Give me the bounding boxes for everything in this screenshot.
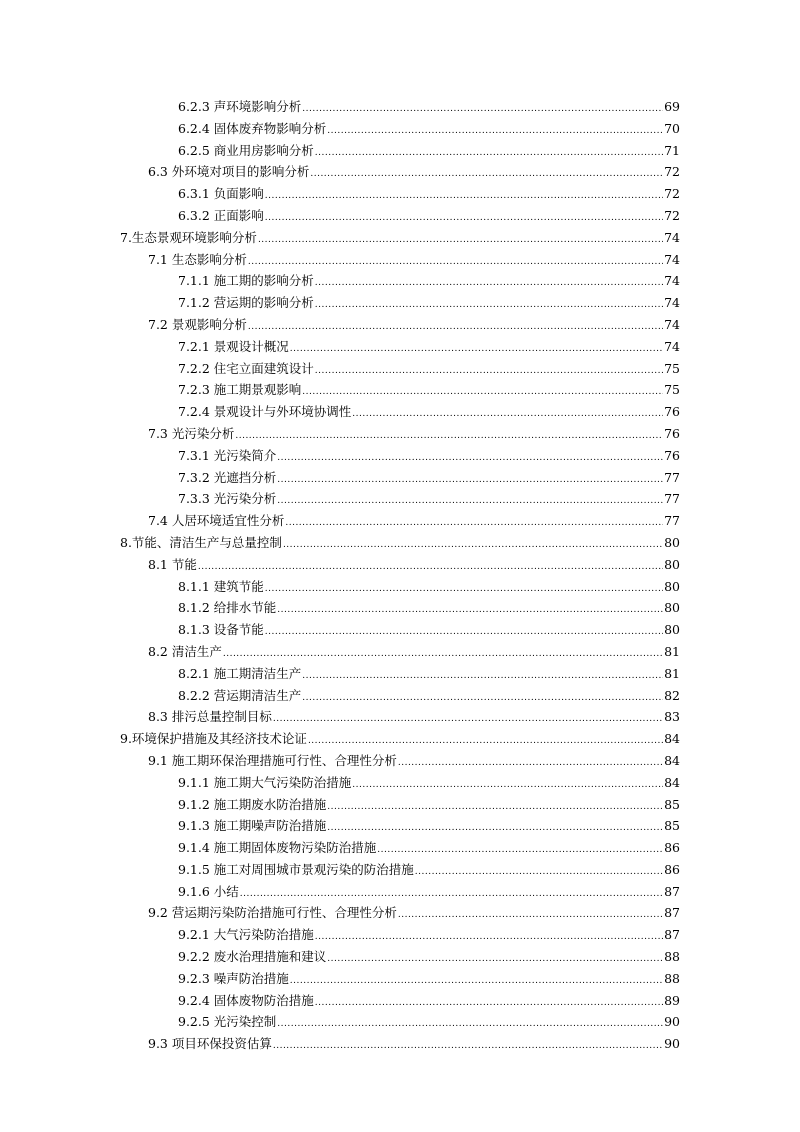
toc-entry-title: 7.2.1 景观设计概况	[178, 338, 289, 354]
toc-entry-page-number: 89	[664, 992, 680, 1008]
toc-dot-leader	[315, 295, 663, 317]
toc-entry[interactable]	[0, 510, 800, 532]
toc-entry-page-number: 69	[664, 99, 680, 114]
toc-entry[interactable]	[0, 597, 800, 619]
toc-entry[interactable]	[0, 314, 800, 336]
toc-dot-leader	[265, 208, 663, 230]
toc-entry[interactable]	[0, 96, 800, 118]
toc-entry-page-number: 81	[664, 643, 680, 659]
toc-dot-leader	[302, 382, 663, 404]
toc-dot-leader	[327, 818, 663, 840]
toc-entry-title: 9.1.1 施工期大气污染防治措施	[178, 774, 352, 790]
toc-dot-leader	[352, 404, 663, 426]
toc-entry[interactable]	[0, 401, 800, 423]
toc-entry[interactable]	[0, 140, 800, 162]
toc-entry-page-number: 75	[664, 360, 680, 376]
toc-entry-title: 9.3 项目环保投资估算	[148, 1036, 272, 1052]
toc-entry[interactable]	[0, 205, 800, 227]
toc-entry-page-number: 77	[664, 491, 680, 507]
toc-entry-page-number: 71	[664, 142, 680, 158]
toc-dot-leader	[290, 971, 663, 993]
toc-entry-title: 8.1.3 设备节能	[178, 622, 264, 638]
toc-entry[interactable]	[0, 1033, 800, 1055]
toc-entry[interactable]	[0, 161, 800, 183]
toc-dot-leader	[327, 949, 663, 971]
toc-entry[interactable]	[0, 990, 800, 1012]
toc-entry[interactable]	[0, 619, 800, 641]
toc-entry-title: 7.1.2 营运期的影响分析	[178, 295, 314, 311]
toc-dot-leader	[315, 361, 663, 383]
toc-dot-leader	[277, 470, 663, 492]
toc-entry-page-number: 80	[664, 534, 680, 550]
toc-entry-title: 9.环境保护措施及其经济技术论证	[120, 731, 307, 747]
toc-dot-leader	[327, 121, 663, 143]
toc-entry-page-number: 80	[664, 600, 680, 616]
toc-entry-page-number: 72	[664, 164, 680, 180]
toc-entry-title: 8.2.1 施工期清洁生产	[178, 665, 302, 681]
toc-entry-page-number: 82	[664, 687, 680, 703]
toc-entry-page-number: 87	[664, 927, 680, 943]
toc-entry-title: 8.2 清洁生产	[148, 643, 222, 659]
toc-entry-title: 6.3.2 正面影响	[178, 207, 264, 223]
toc-dot-leader	[315, 273, 663, 295]
toc-entry-title: 8.1.2 给排水节能	[178, 600, 277, 616]
toc-entry-title: 7.3.2 光遮挡分析	[178, 469, 277, 485]
toc-entry[interactable]	[0, 968, 800, 990]
toc-entry-page-number: 74	[664, 273, 680, 289]
toc-entry[interactable]	[0, 859, 800, 881]
toc-entry-page-number: 72	[664, 186, 680, 202]
toc-entry-page-number: 76	[664, 447, 680, 463]
toc-entry[interactable]	[0, 118, 800, 140]
toc-entry-title: 8.节能、清洁生产与总量控制	[120, 534, 282, 550]
toc-entry[interactable]	[0, 685, 800, 707]
toc-entry[interactable]	[0, 336, 800, 358]
toc-entry-page-number: 77	[664, 513, 680, 529]
toc-dot-leader	[265, 186, 663, 208]
toc-entry-title: 7.2 景观影响分析	[148, 316, 247, 332]
toc-entry-title: 7.2.3 施工期景观影响	[178, 382, 302, 398]
toc-entry[interactable]	[0, 794, 800, 816]
toc-entry[interactable]	[0, 772, 800, 794]
toc-entry-title: 9.2.2 废水治理措施和建议	[178, 949, 327, 965]
toc-entry-page-number: 74	[664, 251, 680, 267]
toc-dot-leader	[277, 448, 663, 470]
toc-entry-title: 6.3.1 负面影响	[178, 186, 264, 202]
toc-dot-leader	[327, 797, 663, 819]
toc-entry-page-number: 80	[664, 622, 680, 638]
toc-entry[interactable]	[0, 554, 800, 576]
toc-entry[interactable]	[0, 292, 800, 314]
toc-dot-leader	[198, 557, 663, 579]
toc-dot-leader	[377, 840, 663, 862]
toc-entry[interactable]	[0, 1011, 800, 1033]
toc-entry-title: 9.2.3 噪声防治措施	[178, 970, 289, 986]
toc-entry-page-number: 70	[664, 120, 680, 136]
toc-dot-leader	[277, 491, 663, 513]
toc-dot-leader	[302, 99, 663, 121]
toc-entry[interactable]	[0, 249, 800, 271]
toc-entry-title: 9.2.5 光污染控制	[178, 1014, 277, 1030]
toc-entry-page-number: 85	[664, 796, 680, 812]
toc-entry-page-number: 87	[664, 883, 680, 899]
toc-entry[interactable]	[0, 379, 800, 401]
toc-entry-title: 6.2.5 商业用房影响分析	[178, 142, 314, 158]
toc-entry-title: 9.2.1 大气污染防治措施	[178, 927, 314, 943]
toc-entry-title: 7.1 生态影响分析	[148, 251, 247, 267]
toc-dot-leader	[398, 753, 663, 775]
toc-dot-leader	[283, 535, 663, 557]
toc-entry-title: 6.2.3 声环境影响分析	[178, 99, 302, 114]
toc-entry[interactable]	[0, 576, 800, 598]
toc-entry-title: 8.1.1 建筑节能	[178, 578, 264, 594]
toc-entry-title: 7.2.2 住宅立面建筑设计	[178, 360, 314, 376]
toc-dot-leader	[248, 317, 663, 339]
toc-entry-page-number: 74	[664, 338, 680, 354]
toc-dot-leader	[302, 688, 663, 710]
toc-entry-title: 7.4 人居环境适宜性分析	[148, 513, 285, 529]
toc-entry-title: 8.2.2 营运期清洁生产	[178, 687, 302, 703]
toc-entry-page-number: 86	[664, 840, 680, 856]
toc-entry-title: 7.3.1 光污染简介	[178, 447, 277, 463]
toc-dot-leader	[315, 927, 663, 949]
toc-entry-title: 7.3 光污染分析	[148, 425, 235, 441]
toc-entry[interactable]	[0, 946, 800, 968]
toc-entry-page-number: 87	[664, 905, 680, 921]
toc-entry-page-number: 74	[664, 316, 680, 332]
toc-entry-title: 9.1.4 施工期固体废物污染防治措施	[178, 840, 377, 856]
toc-entry-page-number: 76	[664, 404, 680, 420]
toc-dot-leader	[315, 993, 663, 1015]
toc-entry[interactable]	[0, 423, 800, 445]
toc-entry-title: 9.2.4 固体废物防治措施	[178, 992, 314, 1008]
toc-entry-title: 7.2.4 景观设计与外环境协调性	[178, 404, 352, 420]
toc-entry-title: 7.1.1 施工期的影响分析	[178, 273, 314, 289]
toc-entry-page-number: 74	[664, 229, 680, 245]
toc-entry-page-number: 74	[664, 295, 680, 311]
toc-entry-page-number: 76	[664, 425, 680, 441]
toc-dot-leader	[258, 230, 663, 252]
toc-dot-leader	[277, 600, 663, 622]
table-of-contents	[0, 96, 800, 1055]
toc-entry-page-number: 81	[664, 665, 680, 681]
toc-entry[interactable]	[0, 467, 800, 489]
toc-entry-title: 9.1.5 施工对周围城市景观污染的防治措施	[178, 861, 414, 877]
toc-entry[interactable]	[0, 663, 800, 685]
toc-entry-title: 6.2.4 固体废弃物影响分析	[178, 120, 327, 136]
toc-dot-leader	[285, 513, 663, 535]
toc-entry[interactable]	[0, 924, 800, 946]
toc-entry-page-number: 80	[664, 556, 680, 572]
toc-entry[interactable]	[0, 881, 800, 903]
toc-entry-title: 8.1 节能	[148, 556, 197, 572]
toc-entry[interactable]	[0, 815, 800, 837]
toc-entry[interactable]	[0, 358, 800, 380]
toc-entry-page-number: 88	[664, 970, 680, 986]
toc-entry[interactable]	[0, 183, 800, 205]
toc-entry[interactable]	[0, 488, 800, 510]
toc-entry[interactable]	[0, 227, 800, 249]
toc-dot-leader	[310, 164, 663, 186]
toc-entry-page-number: 75	[664, 382, 680, 398]
toc-entry[interactable]	[0, 270, 800, 292]
toc-entry-title: 9.2 营运期污染防治措施可行性、合理性分析	[148, 905, 397, 921]
toc-entry[interactable]	[0, 641, 800, 663]
toc-dot-leader	[273, 709, 663, 731]
toc-entry-page-number: 83	[664, 709, 680, 725]
toc-dot-leader	[315, 143, 663, 165]
toc-entry-page-number: 84	[664, 774, 680, 790]
toc-dot-leader	[273, 1036, 663, 1058]
toc-entry[interactable]	[0, 750, 800, 772]
toc-entry[interactable]	[0, 837, 800, 859]
toc-dot-leader	[415, 862, 663, 884]
toc-entry-page-number: 84	[664, 731, 680, 747]
toc-entry[interactable]	[0, 728, 800, 750]
toc-dot-leader	[302, 666, 663, 688]
toc-entry[interactable]	[0, 902, 800, 924]
toc-dot-leader	[265, 579, 663, 601]
toc-entry-title: 6.3 外环境对项目的影响分析	[148, 164, 310, 180]
toc-entry-page-number: 90	[664, 1014, 680, 1030]
toc-entry-title: 7.3.3 光污染分析	[178, 491, 277, 507]
toc-entry-page-number: 88	[664, 949, 680, 965]
toc-entry[interactable]	[0, 532, 800, 554]
toc-dot-leader	[352, 775, 663, 797]
toc-dot-leader	[265, 622, 663, 644]
toc-entry-page-number: 72	[664, 207, 680, 223]
toc-dot-leader	[290, 339, 663, 361]
toc-entry-title: 9.1 施工期环保治理措施可行性、合理性分析	[148, 752, 397, 768]
toc-entry-title: 9.1.6 小结	[178, 883, 239, 899]
toc-entry-page-number: 90	[664, 1036, 680, 1052]
toc-entry-page-number: 77	[664, 469, 680, 485]
toc-entry-page-number: 84	[664, 752, 680, 768]
toc-entry-page-number: 85	[664, 818, 680, 834]
toc-entry[interactable]	[0, 445, 800, 467]
toc-dot-leader	[235, 426, 663, 448]
toc-entry-title: 9.1.2 施工期废水防治措施	[178, 796, 327, 812]
toc-entry-page-number: 86	[664, 861, 680, 877]
toc-entry-page-number: 80	[664, 578, 680, 594]
toc-dot-leader	[398, 905, 663, 927]
toc-entry-title: 8.3 排污总量控制目标	[148, 709, 272, 725]
toc-entry-title: 7.生态景观环境影响分析	[120, 229, 257, 245]
toc-entry-title: 9.1.3 施工期噪声防治措施	[178, 818, 327, 834]
toc-entry[interactable]	[0, 706, 800, 728]
toc-dot-leader	[277, 1014, 663, 1036]
